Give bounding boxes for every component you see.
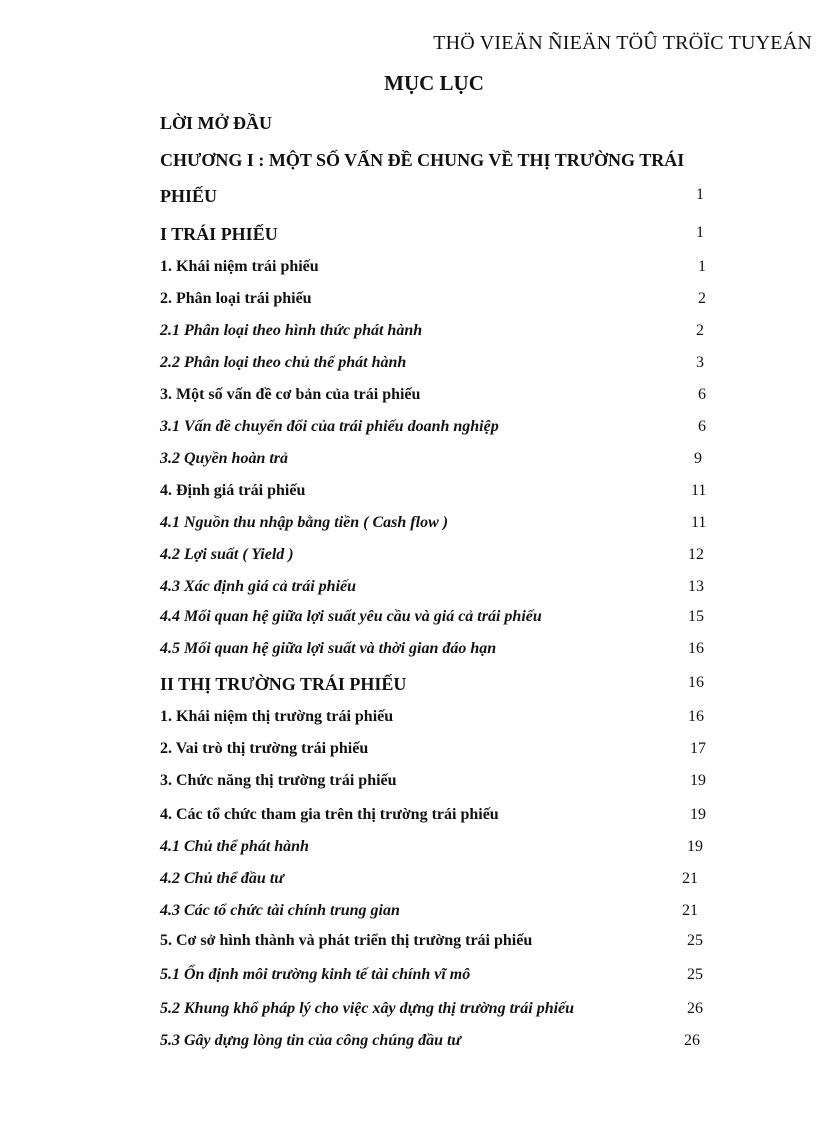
toc-page-number: 16 <box>688 640 704 657</box>
toc-entry-title: 3. Một số vấn đề cơ bản của trái phiếu <box>160 386 421 403</box>
toc-entry-title: 2.1 Phân loại theo hình thức phát hành <box>160 322 423 339</box>
toc-entry-title: 2. Vai trò thị trường trái phiếu <box>160 740 369 757</box>
toc-entry <box>160 902 698 920</box>
toc-page-number: 19 <box>690 772 706 789</box>
toc-entry <box>160 772 706 790</box>
toc-entry <box>160 322 704 340</box>
toc-entry-title: 4.4 Mối quan hệ giữa lợi suất yêu cầu và giá cả trái phiếu <box>160 608 542 625</box>
toc-entry-title: 1. Khái niệm trái phiếu <box>160 258 319 275</box>
toc-page-number: 13 <box>688 578 704 595</box>
toc-entry <box>160 150 684 171</box>
toc-entry <box>160 1032 700 1050</box>
toc-entry <box>160 806 706 824</box>
toc-page-number: 12 <box>688 546 704 563</box>
toc-entry <box>160 418 706 436</box>
toc-page-number: 26 <box>684 1032 700 1049</box>
toc-page-number: 19 <box>690 806 706 823</box>
toc-entry <box>160 640 704 658</box>
toc-page-number: 15 <box>688 608 704 625</box>
toc-entry <box>160 224 704 245</box>
page-title: MỤC LỤC <box>384 71 484 95</box>
toc-page-number: 1 <box>696 186 704 203</box>
toc-entry-title: 3.2 Quyền hoàn trả <box>160 450 289 467</box>
toc-entry-title: PHIẾU <box>160 186 218 206</box>
toc-page-number: 25 <box>687 932 703 949</box>
toc-entry <box>160 838 703 856</box>
toc-entry-title: 5.2 Khung khổ pháp lý cho việc xây dựng thị trường trái phiếu <box>160 1000 575 1017</box>
toc-entry-title: 4.3 Các tổ chức tài chính trung gian <box>160 902 400 919</box>
toc-entry <box>160 514 707 532</box>
toc-entry-title: 4. Các tổ chức tham gia trên thị trường trái phiếu <box>160 806 499 823</box>
toc-entry-title: 3. Chức năng thị trường trái phiếu <box>160 772 397 789</box>
toc-entry <box>160 708 704 726</box>
toc-page-number: 25 <box>687 966 703 983</box>
toc-entry-title: I TRÁI PHIẾU <box>160 224 278 244</box>
toc-entry-title: 4.1 Nguồn thu nhập bằng tiền ( Cash flow ) <box>160 514 449 531</box>
toc-page-number: 11 <box>691 482 707 499</box>
toc-entry <box>160 113 272 134</box>
toc-entry <box>160 450 702 468</box>
toc-page-number: 21 <box>682 870 698 887</box>
toc-page-number: 6 <box>698 386 706 403</box>
toc-page-number: 2 <box>698 290 706 307</box>
toc-entry-title: 4. Định giá trái phiếu <box>160 482 306 499</box>
toc-entry <box>160 290 706 308</box>
toc-page-number: 26 <box>687 1000 703 1017</box>
toc-page-number: 2 <box>696 322 704 339</box>
toc-entry <box>160 870 698 888</box>
toc-page-number: 11 <box>691 514 707 531</box>
toc-page-number: 21 <box>682 902 698 919</box>
toc-entry <box>160 354 704 372</box>
toc-entry-title: 2.2 Phân loại theo chủ thể phát hành <box>160 354 407 371</box>
toc-entry-title: 5.1 Ổn định môi trường kinh tế tài chính vĩ mô <box>160 966 471 983</box>
toc-page-number: 16 <box>688 674 704 691</box>
toc-entry-title: II THỊ TRƯỜNG TRÁI PHIẾU <box>160 674 407 694</box>
toc-entry-title: 4.3 Xác định giá cả trái phiếu <box>160 578 357 595</box>
toc-entry-title: CHƯƠNG I : MỘT SỐ VẤN ĐỀ CHUNG VỀ THỊ TRƯỜNG TRÁI <box>160 150 685 170</box>
toc-entry-title: 2. Phân loại trái phiếu <box>160 290 312 307</box>
toc-entry-title: LỜI MỞ ĐẦU <box>160 113 272 133</box>
toc-page-number: 17 <box>690 740 706 757</box>
toc-entry <box>160 578 704 596</box>
toc-page-number: 6 <box>698 418 706 435</box>
toc-entry <box>160 1000 703 1018</box>
toc-entry <box>160 258 706 276</box>
toc-entry-title: 5.3 Gây dựng lòng tin của công chúng đầu tư <box>160 1032 461 1049</box>
toc-entry <box>160 932 703 950</box>
toc-entry <box>160 482 707 500</box>
toc-page-number: 1 <box>698 258 706 275</box>
toc-entry <box>160 740 706 758</box>
toc-entry-title: 4.5 Mối quan hệ giữa lợi suất và thời gian đáo hạn <box>160 640 497 657</box>
toc-entry-title: 1. Khái niệm thị trường trái phiếu <box>160 708 394 725</box>
toc-page-number: 16 <box>688 708 704 725</box>
toc-entry <box>160 186 704 207</box>
toc-page-number: 1 <box>696 224 704 241</box>
toc-entry-title: 4.1 Chủ thể phát hành <box>160 838 309 855</box>
toc-entry-title: 4.2 Lợi suất ( Yield ) <box>160 546 294 563</box>
running-header: THÖ VIEÄN ÑIEÄN TÖÛ TRÖÏC TUYEÁN <box>433 32 812 54</box>
toc-page-number: 9 <box>694 450 702 467</box>
toc-entry-title: 4.2 Chủ thể đầu tư <box>160 870 284 887</box>
toc-page-number: 3 <box>696 354 704 371</box>
toc-entry <box>160 674 704 695</box>
toc-page-number: 19 <box>687 838 703 855</box>
toc-entry <box>160 608 704 626</box>
toc-entry <box>160 546 704 564</box>
toc-entry-title: 3.1 Vấn đề chuyển đổi của trái phiếu doanh nghiệp <box>160 418 499 435</box>
toc-entry <box>160 386 706 404</box>
toc-entry <box>160 966 703 984</box>
toc-entry-title: 5. Cơ sở hình thành và phát triển thị trường trái phiếu <box>160 932 533 949</box>
